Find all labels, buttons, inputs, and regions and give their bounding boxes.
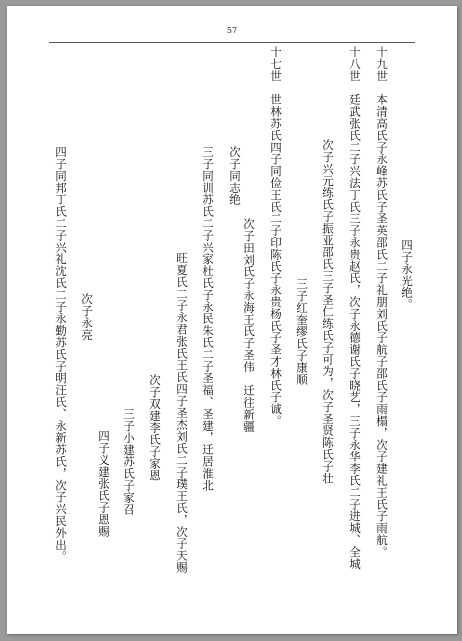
text-column: 四子义建张氏子恩赐 xyxy=(97,430,111,538)
text-column: 次子双建李氏子家恩 xyxy=(148,374,162,482)
text-column: 十七世 世林苏氏四子同俭王氏二子印陈氏子永贵杨氏子圣才林氏子诚。 xyxy=(269,46,283,427)
text-column: 十九世 本清高氏子永峰苏氏子圣英邵氏二子礼朋刘氏子航子邵氏子雨榻，次子建礼王氏子雨航。 xyxy=(375,46,389,558)
text-column: 三子同训苏氏二子兴家杜氏子永民朱氏二子圣福、圣建，迁居淮北 xyxy=(201,146,215,492)
text-column: 次子同志绝 xyxy=(228,146,242,206)
document-page xyxy=(7,6,457,634)
text-column: 四子永光绝。 xyxy=(400,239,414,311)
text-column: 三子小建苏氏子家召 xyxy=(122,408,136,516)
text-column: 旺夏氏二子永君张氏王氏四子圣杰刘氏二子璞王氏，次子天赐 xyxy=(175,252,189,574)
text-column: 四子同邦丁氏二子兴礼沈氏二子永勤苏氏子明汪氏、永新苏氏，次子兴民外出。 xyxy=(54,146,68,563)
text-column: 次子兴元练氏子振亚邵氏三子圣仁练氏子可为，次子圣贤陈氏子壮 xyxy=(321,139,335,485)
text-column: 次子永亮 xyxy=(80,293,94,341)
page-number: 57 xyxy=(226,26,238,35)
text-column: 次子田刘氏子永海王氏子圣伟 迁往新疆 xyxy=(242,218,256,433)
text-column: 三子红奎缪氏子康顺 xyxy=(295,278,309,386)
header-rule xyxy=(49,42,415,43)
text-column: 十八世 廷武张氏二子兴法丁氏三子永贵赵氏，次子永德谢氏子晓艺，三子永华李氏二子进城、全城 xyxy=(348,46,362,570)
